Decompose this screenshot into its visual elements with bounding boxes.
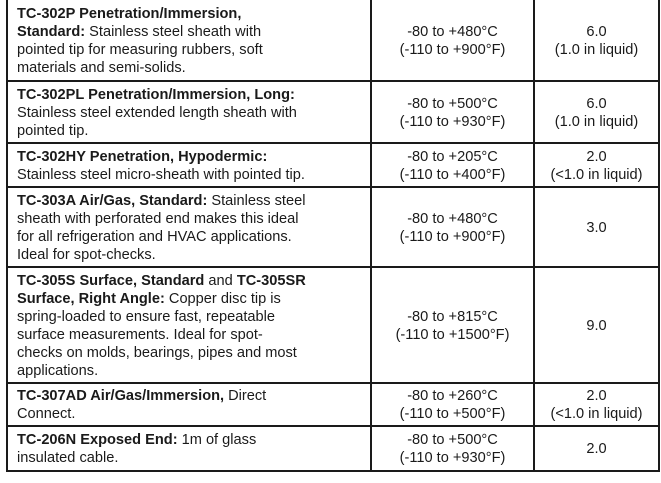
- table-row: [7, 143, 659, 187]
- temperature-range-value: -80 to +205°C: [407, 148, 498, 165]
- response-time-value: 6.0: [586, 95, 607, 112]
- description-text: Stainless steel micro-sheath with pointed tip.: [17, 166, 305, 183]
- probe-spec-table: [6, 0, 660, 472]
- description-line: [17, 210, 366, 228]
- response-time-value: (1.0 in liquid): [554, 41, 639, 58]
- response-time-cell: [534, 81, 659, 143]
- description-line: [17, 59, 366, 77]
- response-time-value: 9.0: [586, 317, 607, 334]
- table-row: [7, 267, 659, 383]
- table-row: [7, 187, 659, 267]
- description-text: insulated cable.: [17, 450, 119, 466]
- temperature-range-value: (-110 to +500°F): [399, 406, 506, 422]
- description-text: Ideal for spot-checks.: [17, 246, 156, 263]
- description-line: [17, 23, 366, 41]
- response-time-value: (1.0 in liquid): [554, 113, 639, 130]
- description-bold-text: Surface, Right Angle:: [17, 290, 165, 307]
- description-line: [17, 405, 366, 423]
- description-line: [17, 449, 366, 467]
- temperature-range-value: -80 to +815°C: [407, 308, 498, 325]
- table-row: [7, 81, 659, 143]
- description-bold-text: TC-302PL Penetration/Immersion, Long:: [17, 86, 295, 103]
- description-line: [17, 228, 366, 246]
- temperature-range-cell: [371, 187, 534, 267]
- description-line: [17, 431, 366, 449]
- description-text: Direct: [224, 388, 267, 404]
- probe-description-cell: [7, 187, 371, 267]
- description-line: [17, 362, 366, 380]
- response-time-value: 2.0: [586, 441, 607, 457]
- table-row: [7, 383, 659, 426]
- description-text: sheath with perforated end makes this ideal: [17, 210, 299, 227]
- temperature-range-value: (-110 to +930°F): [399, 113, 506, 130]
- description-text: 1m of glass: [177, 432, 257, 448]
- temperature-range-value: -80 to +500°C: [407, 432, 498, 448]
- response-time-cell: [534, 267, 659, 383]
- table-row: [7, 426, 659, 471]
- probe-description-cell: [7, 0, 371, 81]
- response-time-value: 6.0: [586, 23, 607, 40]
- description-text: pointed tip for measuring rubbers, soft: [17, 41, 263, 58]
- description-text: and: [204, 272, 237, 289]
- response-time-cell: [534, 187, 659, 267]
- description-line: [17, 166, 366, 184]
- description-bold-text: TC-307AD Air/Gas/Immersion,: [17, 388, 225, 404]
- description-text: Copper disc tip is: [164, 290, 281, 307]
- description-text: surface measurements. Ideal for spot-: [17, 326, 263, 343]
- description-bold-text: TC-305S Surface, Standard: [17, 272, 205, 289]
- description-line: [17, 104, 366, 122]
- description-text: spring-loaded to ensure fast, repeatable: [17, 308, 275, 325]
- description-text: Stainless steel extended length sheath with: [17, 104, 297, 121]
- description-text: checks on molds, bearings, pipes and most: [17, 344, 297, 361]
- description-line: [17, 387, 366, 405]
- response-time-value: 2.0: [586, 148, 607, 165]
- temperature-range-value: -80 to +260°C: [407, 388, 498, 404]
- temperature-range-cell: [371, 267, 534, 383]
- probe-description-cell: [7, 81, 371, 143]
- response-time-cell: [534, 0, 659, 81]
- description-line: [17, 122, 366, 140]
- description-text: materials and semi-solids.: [17, 59, 186, 76]
- description-bold-text: TC-305SR: [236, 272, 306, 289]
- temperature-range-value: (-110 to +900°F): [399, 228, 506, 245]
- temperature-range-value: -80 to +480°C: [407, 23, 498, 40]
- temperature-range-value: (-110 to +930°F): [399, 450, 506, 466]
- response-time-value: 3.0: [586, 219, 607, 236]
- description-line: [17, 326, 366, 344]
- description-line: [17, 192, 366, 210]
- description-text: Connect.: [17, 406, 76, 422]
- probe-description-cell: [7, 143, 371, 187]
- probe-description-cell: [7, 426, 371, 471]
- temperature-range-cell: [371, 0, 534, 81]
- response-time-cell: [534, 143, 659, 187]
- description-line: [17, 308, 366, 326]
- description-line: [17, 290, 366, 308]
- response-time-cell: [534, 426, 659, 471]
- table-row: [7, 0, 659, 81]
- description-line: [17, 148, 366, 166]
- description-text: Stainless steel sheath with: [85, 23, 262, 40]
- temperature-range-cell: [371, 143, 534, 187]
- temperature-range-value: -80 to +480°C: [407, 210, 498, 227]
- description-line: [17, 272, 366, 290]
- temperature-range-value: (-110 to +400°F): [399, 166, 506, 183]
- probe-table-body: [7, 0, 659, 471]
- description-bold-text: TC-206N Exposed End:: [17, 432, 178, 448]
- response-time-value: 2.0: [586, 388, 607, 404]
- response-time-value: (<1.0 in liquid): [550, 166, 643, 183]
- description-text: for all refrigeration and HVAC applications.: [17, 228, 292, 245]
- description-bold-text: TC-302P Penetration/Immersion,: [17, 5, 242, 22]
- temperature-range-value: (-110 to +1500°F): [395, 326, 510, 343]
- description-bold-text: Standard:: [17, 23, 86, 40]
- description-bold-text: TC-302HY Penetration, Hypodermic:: [17, 148, 268, 165]
- probe-description-cell: [7, 383, 371, 426]
- description-text: pointed tip.: [17, 122, 89, 139]
- description-line: [17, 344, 366, 362]
- response-time-value: (<1.0 in liquid): [550, 406, 643, 422]
- description-text: Stainless steel: [207, 192, 306, 209]
- temperature-range-cell: [371, 81, 534, 143]
- temperature-range-value: (-110 to +900°F): [399, 41, 506, 58]
- description-bold-text: TC-303A Air/Gas, Standard:: [17, 192, 208, 209]
- description-line: [17, 86, 366, 104]
- description-line: [17, 41, 366, 59]
- temperature-range-cell: [371, 426, 534, 471]
- temperature-range-cell: [371, 383, 534, 426]
- description-line: [17, 5, 366, 23]
- description-text: applications.: [17, 362, 99, 379]
- description-line: [17, 246, 366, 264]
- temperature-range-value: -80 to +500°C: [407, 95, 498, 112]
- response-time-cell: [534, 383, 659, 426]
- probe-description-cell: [7, 267, 371, 383]
